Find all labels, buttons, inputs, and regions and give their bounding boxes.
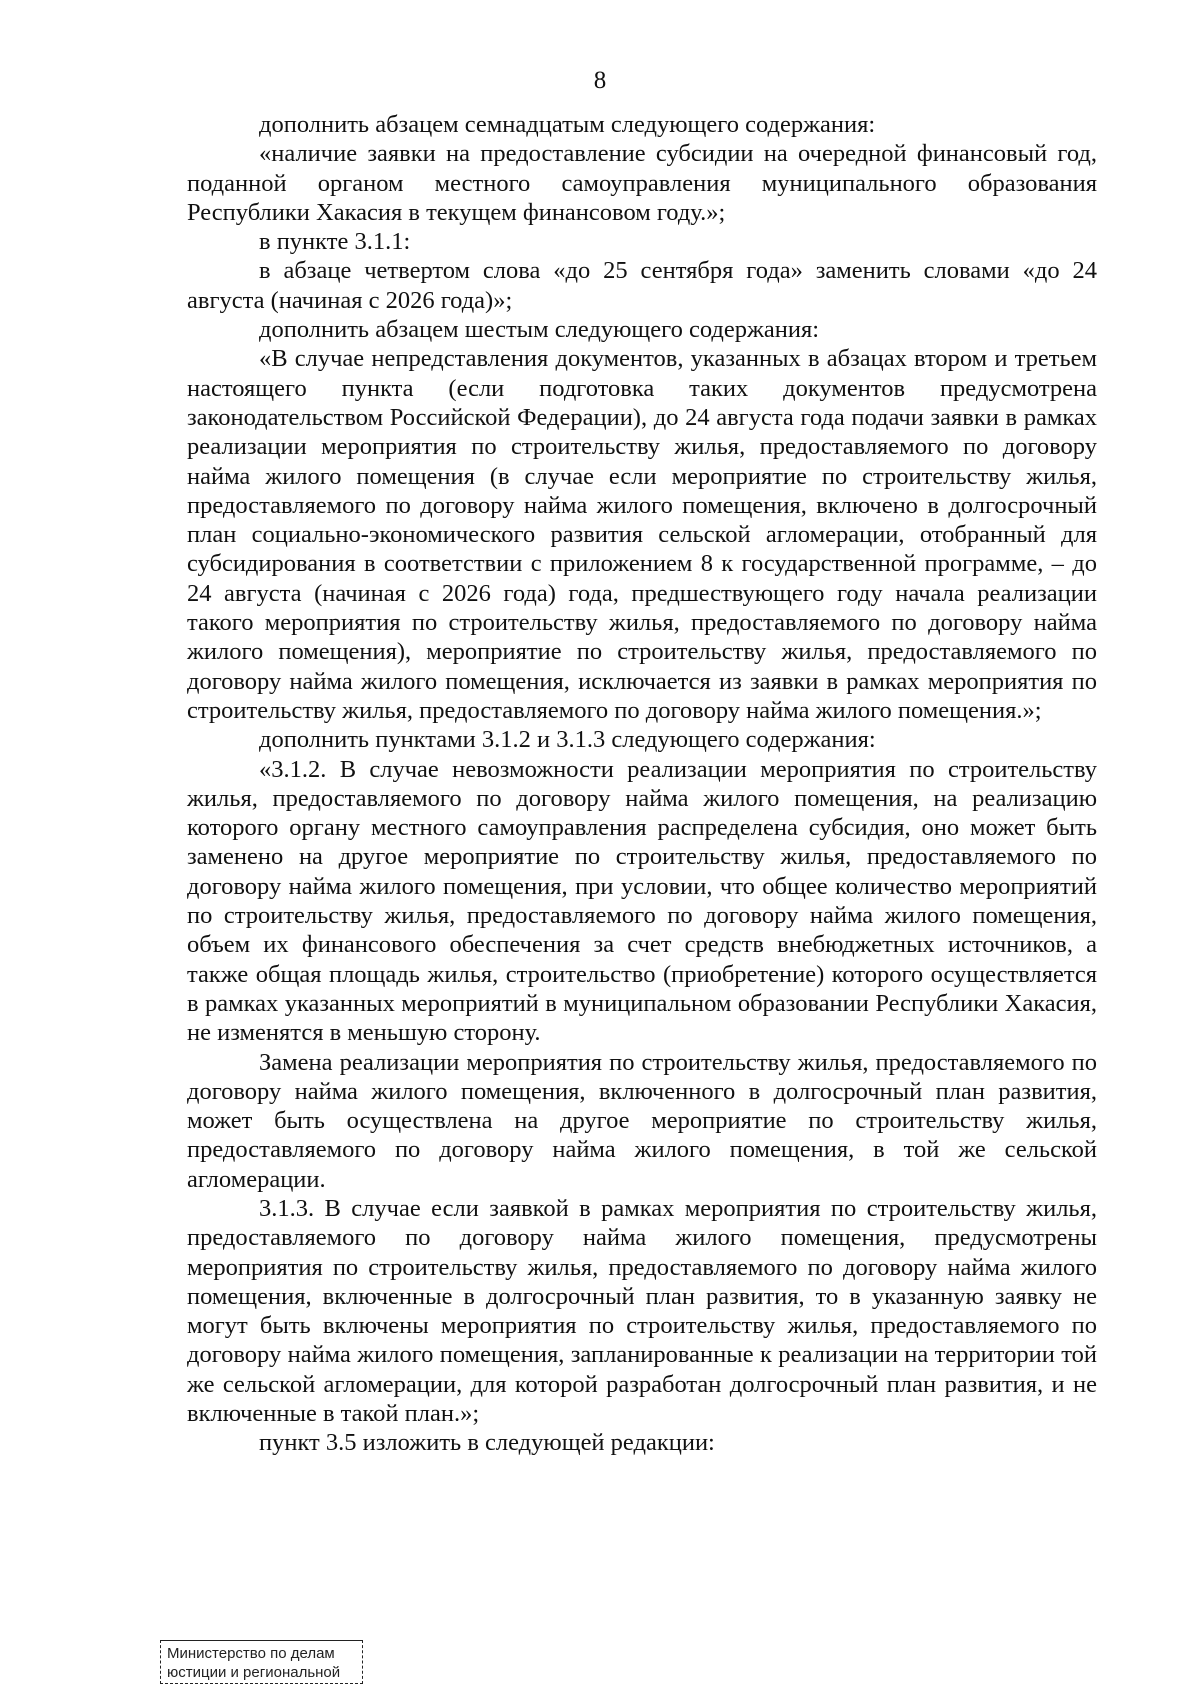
paragraph: дополнить абзацем семнадцатым следующего содержания: bbox=[259, 111, 876, 138]
paragraph: дополнить пунктами 3.1.2 и 3.1.3 следующего содержания: bbox=[259, 726, 876, 754]
stamp-line-2: юстиции и региональной bbox=[167, 1664, 341, 1681]
paragraph: «наличие заявки на предоставление субсидии на очередной финансовый год, поданной органом местного самоуправления муниципального образования Республики Хакасия в текущем финансовом году.»; bbox=[187, 140, 1097, 226]
ministry-stamp bbox=[160, 1640, 363, 1684]
paragraph: Замена реализации мероприятия по строительству жилья, предоставляемого по договору найма жилого помещения, включенного в долгосрочный план развития, может быть осуществлена на другое мероприятие по строительству жилья, предоставляемого по договору найма жилого помещения, в той же сельской агломерации. bbox=[187, 1048, 1097, 1193]
paragraph: «В случае непредставления документов, указанных в абзацах втором и третьем настоящего пункта (если подготовка таких документов предусмотрена законодательством Российской Федерации), до 24 августа года подачи заявки в рамках реализации мероприятия по строительству жилья, предоставляемого по договору найма жилого помещения (в случае если мероприятие по строительству жилья, предоставляемого по договору найма жилого помещения, включено в долгосрочный план социально-экономического развития сельской агломерации, отобранный для субсидирования в соответствии с приложением 8 к государственной программе, – до 24 августа (начиная с 2026 года) года, предшествующего году начала реализации такого мероприятия по строительству жилья, предоставляемого по договору найма жилого помещения), мероприятие по строительству жилья, предоставляемого по договору найма жилого помещения, исключается из заявки в рамках мероприятия по строительству жилья, предоставляемого по договору найма жилого помещения.»; bbox=[187, 345, 1097, 724]
stamp-line-1: Министерство по делам bbox=[167, 1645, 335, 1662]
paragraph: пункт 3.5 изложить в следующей редакции: bbox=[259, 1429, 715, 1457]
paragraph: дополнить абзацем шестым следующего содержания: bbox=[259, 316, 820, 344]
paragraph: в абзаце четвертом слова «до 25 сентября года» заменить словами «до 24 августа (начиная с 2026 года)»; bbox=[187, 257, 1097, 314]
page-number: 8 bbox=[593, 67, 607, 94]
document-body bbox=[187, 110, 1097, 1458]
paragraph: 3.1.3. В случае если заявкой в рамках мероприятия по строительству жилья, предоставляемого по договору найма жилого помещения, предусмотрены мероприятия по строительству жилья, предоставляемого по договору найма жилого помещения, включенные в долгосрочный план развития, то в указанную заявку не могут быть включены мероприятия по строительству жилья, предоставляемого по договору найма жилого помещения, запланированные к реализации на территории той же сельской агломерации, для которой разработан долгосрочный план развития, и не включенные в такой план.»; bbox=[187, 1194, 1097, 1428]
paragraph: «3.1.2. В случае невозможности реализации мероприятия по строительству жилья, предоставляемого по договору найма жилого помещения, на реализацию которого органу местного самоуправления распределена субсидия, оно может быть заменено на другое мероприятие по строительству жилья, предоставляемого по договору найма жилого помещения, при условии, что общее количество мероприятий по строительству жилья, предоставляемого по договору найма жилого помещения, объем их финансового обеспечения за счет средств внебюджетных источников, а также общая площадь жилья, строительство (приобретение) которого осуществляется в рамках указанных мероприятий в муниципальном образовании Республики Хакасия, не изменятся в меньшую сторону. bbox=[187, 755, 1097, 1047]
paragraph: в пункте 3.1.1: bbox=[259, 228, 411, 256]
